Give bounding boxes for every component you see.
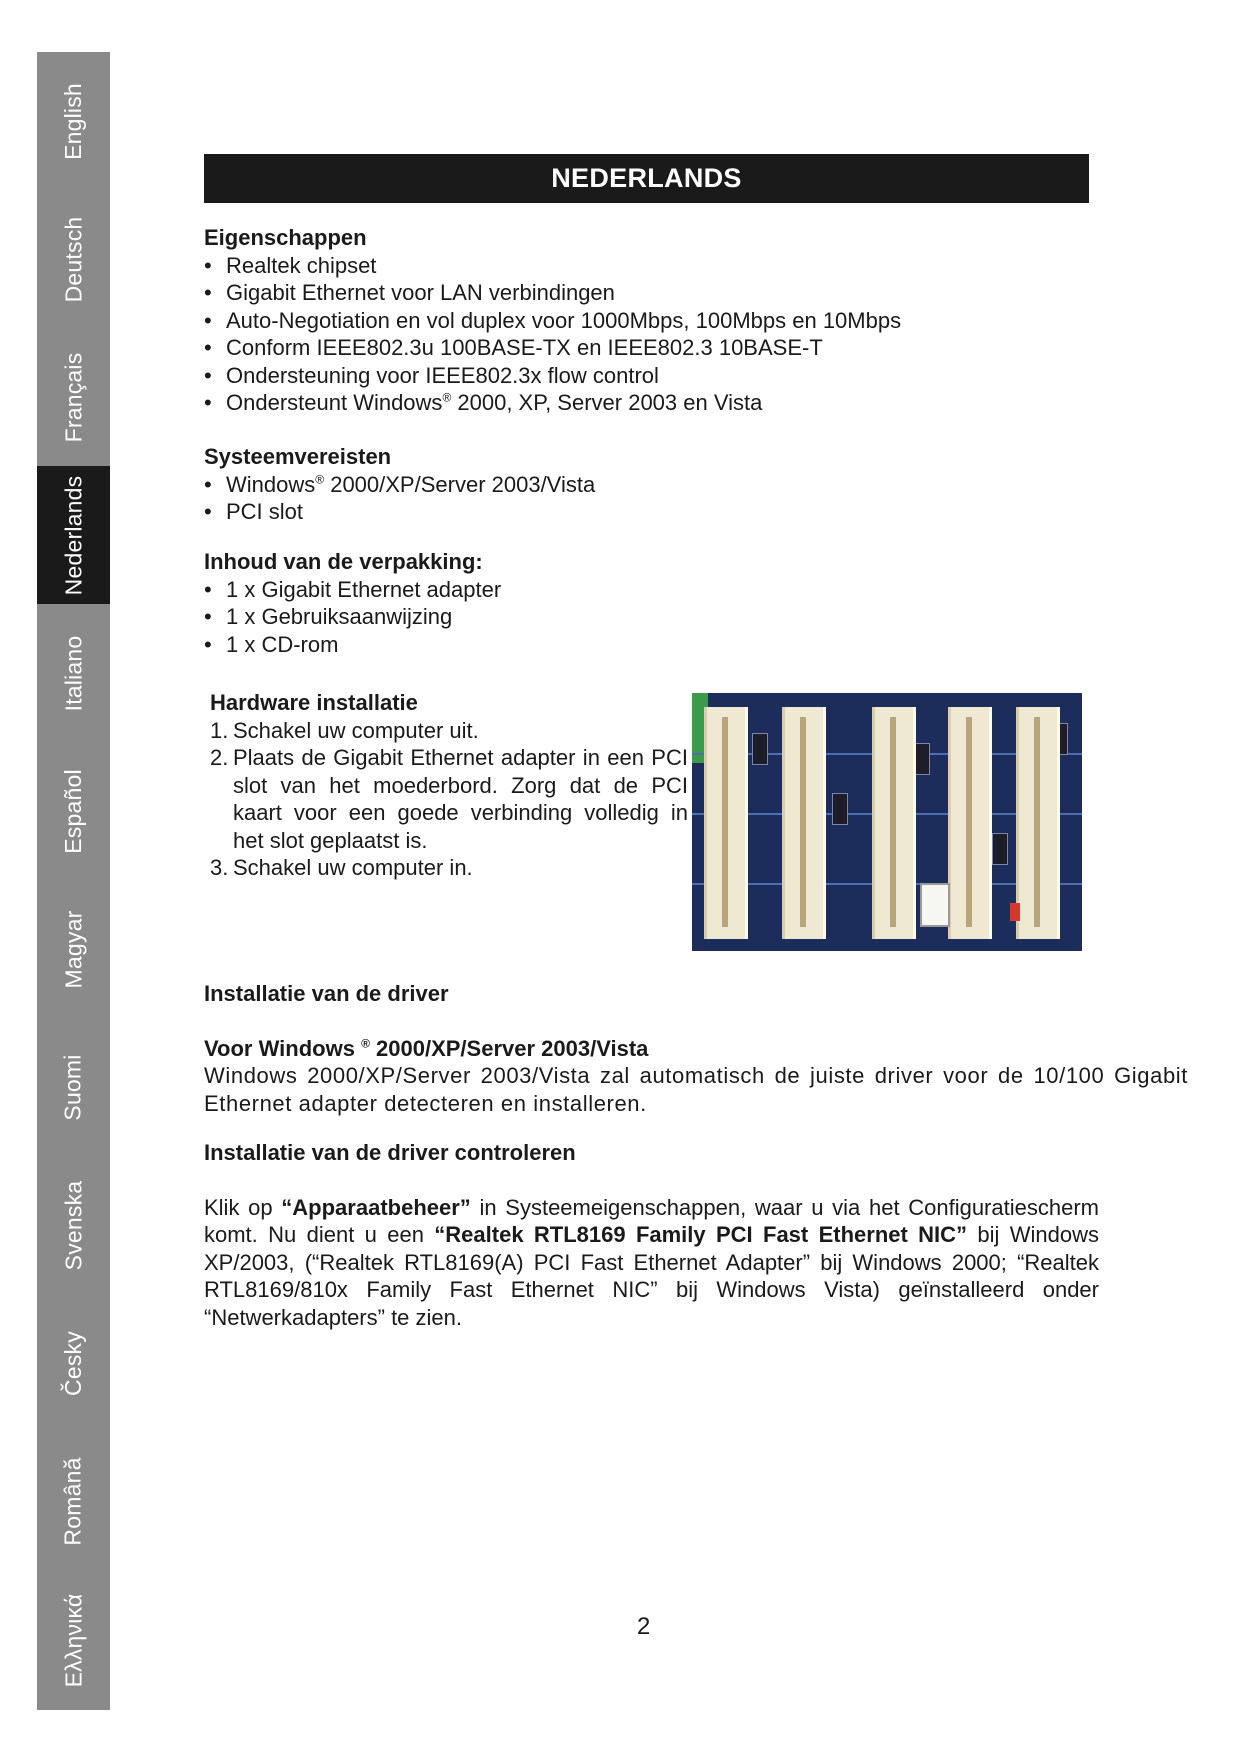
lang-tab-suomi[interactable]: Suomi (59, 1053, 86, 1121)
driver-section (204, 980, 1204, 1117)
section-title: NEDERLANDS (551, 163, 742, 193)
list-item: • Auto-Negotiation en vol duplex voor 1000Mbps, 100Mbps en 10Mbps (204, 307, 964, 335)
driver-heading: Installatie van de driver (204, 981, 449, 1006)
list-item: • PCI slot (204, 498, 964, 526)
package-heading: Inhoud van de verpakking: (204, 549, 483, 574)
lang-tab-deutsch[interactable]: Deutsch (60, 216, 86, 302)
lang-tab-magyar[interactable]: Magyar (60, 910, 86, 988)
section-header (204, 154, 1089, 203)
hardware-section (210, 689, 688, 882)
hardware-heading: Hardware installatie (210, 690, 418, 715)
lang-tab-nederlands[interactable]: Nederlands (37, 466, 110, 604)
driver-text: Windows 2000/XP/Server 2003/Vista zal automatisch de juiste driver voor de 10/100 Gigabit Ethernet adapter detecteren en installeren. (204, 1063, 1188, 1116)
requirements-heading: Systeemvereisten (204, 444, 392, 469)
features-section (204, 224, 964, 417)
package-list (204, 576, 964, 659)
lang-tab-svenska[interactable]: Svenska (60, 1180, 86, 1270)
list-item: • 1 x Gebruiksaanwijzing (204, 603, 964, 631)
requirements-section (204, 443, 964, 526)
list-item: • Gigabit Ethernet voor LAN verbindingen (204, 279, 964, 307)
verify-text: Klik op “Apparaatbeheer” in Systeemeigenschappen, waar u via het Configuratiescherm komt. Nu dient u een “Realtek RTL8169 Family PCI Fast Ethernet NIC” bij Windows XP/2003, (“Realtek RTL8169(A) PCI Fast Ethernet Adapter” bij Windows 2000; “Realtek RTL8169/810x Family Fast Ethernet NIC” bij Windows Vista) geïnstalleerd onder “Netwerkadapters” te zien. (204, 1194, 1100, 1330)
package-section (204, 548, 964, 658)
list-item: 1. Schakel uw computer uit. (210, 717, 479, 743)
list-item: 3. Schakel uw computer in. (210, 855, 473, 880)
page-number: 2 (637, 1613, 651, 1640)
list-item: • Windows® 2000/XP/Server 2003/Vista (204, 471, 964, 499)
verify-heading: Installatie van de driver controleren (204, 1140, 576, 1165)
list-item: • 1 x CD-rom (204, 631, 964, 659)
features-heading: Eigenschappen (204, 225, 367, 250)
lang-tab-francais[interactable]: Français (60, 352, 87, 442)
language-tab-bar (37, 52, 110, 1710)
list-item: • 1 x Gigabit Ethernet adapter (204, 576, 964, 604)
features-list (204, 252, 964, 417)
requirements-list (204, 471, 964, 526)
lang-tab-ellinika[interactable]: Ελληνικά (60, 1593, 87, 1687)
lang-tab-english[interactable]: English (60, 82, 86, 160)
lang-tab-espanol[interactable]: Español (60, 768, 86, 854)
lang-tab-romana[interactable]: Română (60, 1456, 87, 1546)
hardware-steps (210, 717, 688, 882)
pci-slots-photo (692, 693, 1082, 951)
list-item: • Realtek chipset (204, 252, 964, 280)
driver-subheading: Voor Windows ® 2000/XP/Server 2003/Vista (204, 1035, 649, 1061)
list-item: • Ondersteunt Windows® 2000, XP, Server 2003 en Vista (204, 389, 964, 417)
list-item: • Conform IEEE802.3u 100BASE-TX en IEEE802.3 10BASE-T (204, 334, 964, 362)
list-item: 2. Plaats de Gigabit Ethernet adapter in een PCI slot van het moederbord. Zorg dat de PCI kaart voor een goede verbinding volledig in het slot geplaatst is. (210, 745, 688, 853)
lang-tab-italiano[interactable]: Italiano (60, 635, 86, 711)
verify-section (204, 1139, 1099, 1331)
list-item: • Ondersteuning voor IEEE802.3x flow control (204, 362, 964, 390)
lang-tab-cesky[interactable]: Česky (60, 1330, 86, 1396)
